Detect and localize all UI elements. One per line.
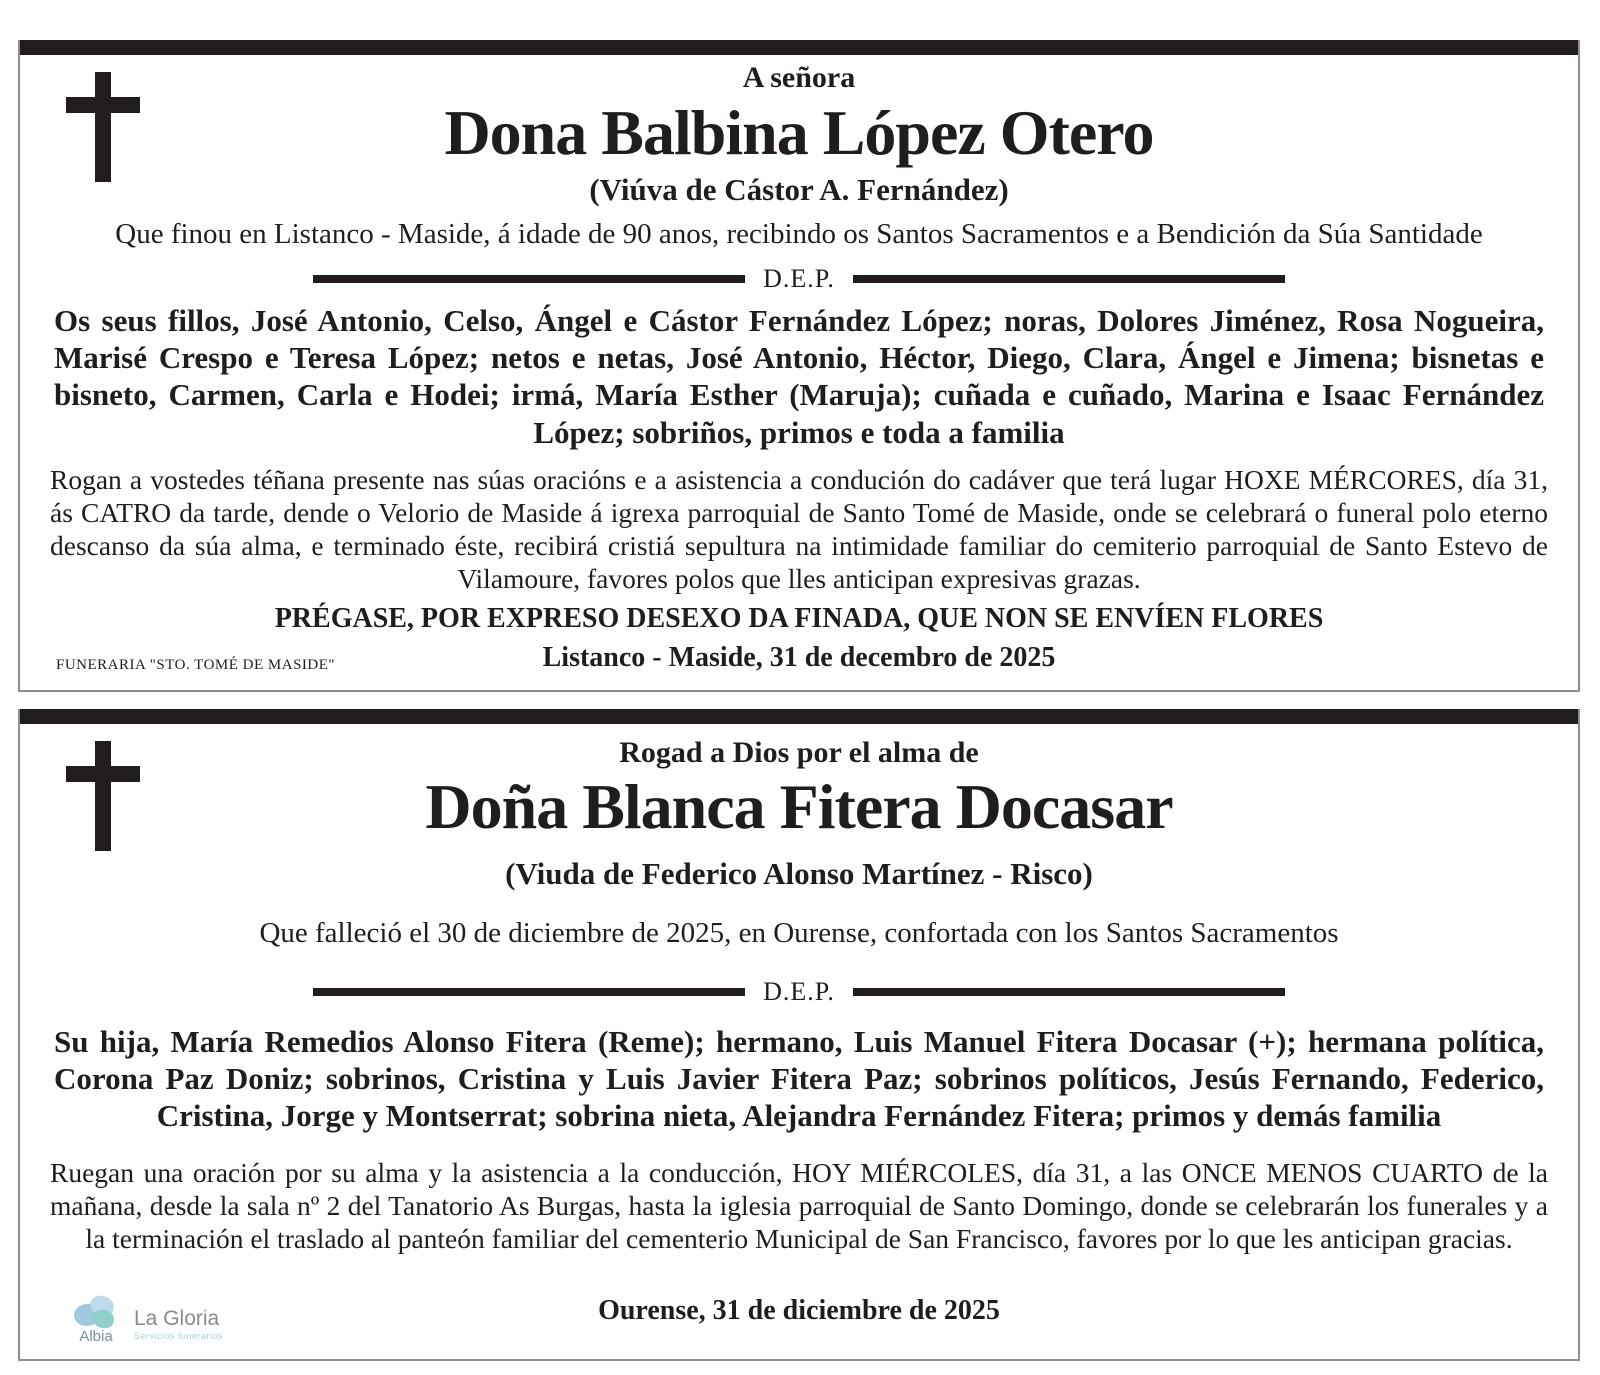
- la-gloria-brand-block: [134, 1307, 223, 1345]
- deceased-name: Dona Balbina López Otero: [444, 96, 1154, 168]
- la-gloria-brand-name: La Gloria: [134, 1307, 220, 1331]
- deceased-name: Doña Blanca Fitera Docasar: [425, 771, 1173, 843]
- dep-label: D.E.P.: [763, 976, 835, 1006]
- widow-line: (Viuda de Federico Alonso Martínez - Risco): [505, 856, 1093, 892]
- notice-top-bar: [20, 40, 1578, 55]
- family-list-paragraph: Os seus fillos, José Antonio, Celso, Ángel e Cástor Fernández López; noras, Dolores Jiménez, Rosa Nogueira, Marisé Crespo e Teresa López; netos e netas, José Antonio, Héctor, Diego, Clara, Ángel e Jimena; bisnetas e bisneto, Carmen, Carla e Hodei; irmá, María Esther (Maruja); cuñada e cuñado, Marina e Isaac Fernández López; sobriños, primos e toda a familia: [54, 303, 1544, 450]
- dep-divider: [48, 266, 1550, 292]
- divider-line-left: [313, 275, 745, 283]
- death-circumstances-line: Que falleció el 30 de diciembre de 2025, en Ourense, confortada con los Santos Sacramentos: [259, 916, 1339, 949]
- dep-label: D.E.P.: [763, 264, 835, 294]
- funeral-home-credit: FUNERARIA "STO. TOMÉ DE MASIDE": [56, 656, 336, 673]
- albia-logo-icon: [70, 1294, 122, 1332]
- dep-divider: [48, 976, 1550, 1006]
- divider-line-left: [313, 988, 745, 996]
- salutation-line: Rogad a Dios por el alma de: [619, 735, 979, 769]
- cross-icon: [66, 72, 140, 182]
- place-date-line: Ourense, 31 de diciembre de 2025: [598, 1295, 1000, 1327]
- no-flowers-request-line: PRÉGASE, POR EXPRESO DESEXO DA FINADA, QUE NON SE ENVÍEN FLORES: [274, 602, 1324, 634]
- family-list-paragraph: Su hija, María Remedios Alonso Fitera (Reme); hermano, Luis Manuel Fitera Docasar (+); hermana política, Corona Paz Doniz; sobrinos, Cristina y Luis Javier Fitera Paz; sobrinos políticos, Jesús Fernando, Federico, Cristina, Jorge y Montserrat; sobrina nieta, Alejandra Fernández Fitera; primos y demás familia: [54, 1023, 1544, 1134]
- divider-line-right: [853, 275, 1285, 283]
- funeral-details-paragraph: Rogan a vostedes téñana presente nas súas oracións e a asistencia a condución do cadáver que terá lugar HOXE MÉRCORES, día 31, ás CATRO da tarde, dende o Velorio de Maside á igrexa parroquial de Santo Tomé de Maside, onde se celebrará o funeral polo eterno descanso da súa alma, e terminado éste, recibirá cristiá sepultura na intimidade familiar do cemiterio parroquial de Santo Estevo de Vilamoure, favores polos que lles anticipan expresivas grazas.: [50, 463, 1548, 594]
- albia-la-gloria-logo: [70, 1294, 223, 1345]
- salutation-line: A señora: [742, 61, 856, 94]
- notice-content: [20, 55, 1578, 690]
- widow-line: (Viúva de Cástor A. Fernández): [589, 171, 1009, 207]
- notice-footer: [48, 1279, 1550, 1349]
- divider-line-right: [853, 988, 1285, 996]
- death-circumstances-line: Que finou en Listanco - Maside, á idade de 90 anos, recibindo os Santos Sacramentos e a Bendición da Súa Santidade: [115, 217, 1483, 250]
- obituary-notice-blanca: [18, 709, 1580, 1362]
- notice-top-bar: [20, 709, 1578, 724]
- obituary-notice-balbina: [18, 40, 1580, 692]
- albia-brand-name: Albia: [79, 1328, 113, 1346]
- notice-footer: [48, 640, 1550, 680]
- notice-content: [20, 724, 1578, 1360]
- albia-brand-block: [70, 1294, 122, 1345]
- funeral-details-paragraph: Ruegan una oración por su alma y la asistencia a la conducción, HOY MIÉRCOLES, día 31, a las ONCE MENOS CUARTO de la mañana, desde la sala nº 2 del Tanatorio As Burgas, hasta la iglesia parroquial de Santo Domingo, donde se celebrarán los funerales y a la terminación el traslado al panteón familiar del cementerio Municipal de San Francisco, favores por lo que les anticipan gracias.: [50, 1157, 1548, 1255]
- cross-icon: [66, 741, 140, 851]
- place-date-line: Listanco - Maside, 31 de decembro de 2025: [542, 641, 1056, 673]
- la-gloria-tagline: Servicios funerarios: [134, 1331, 224, 1342]
